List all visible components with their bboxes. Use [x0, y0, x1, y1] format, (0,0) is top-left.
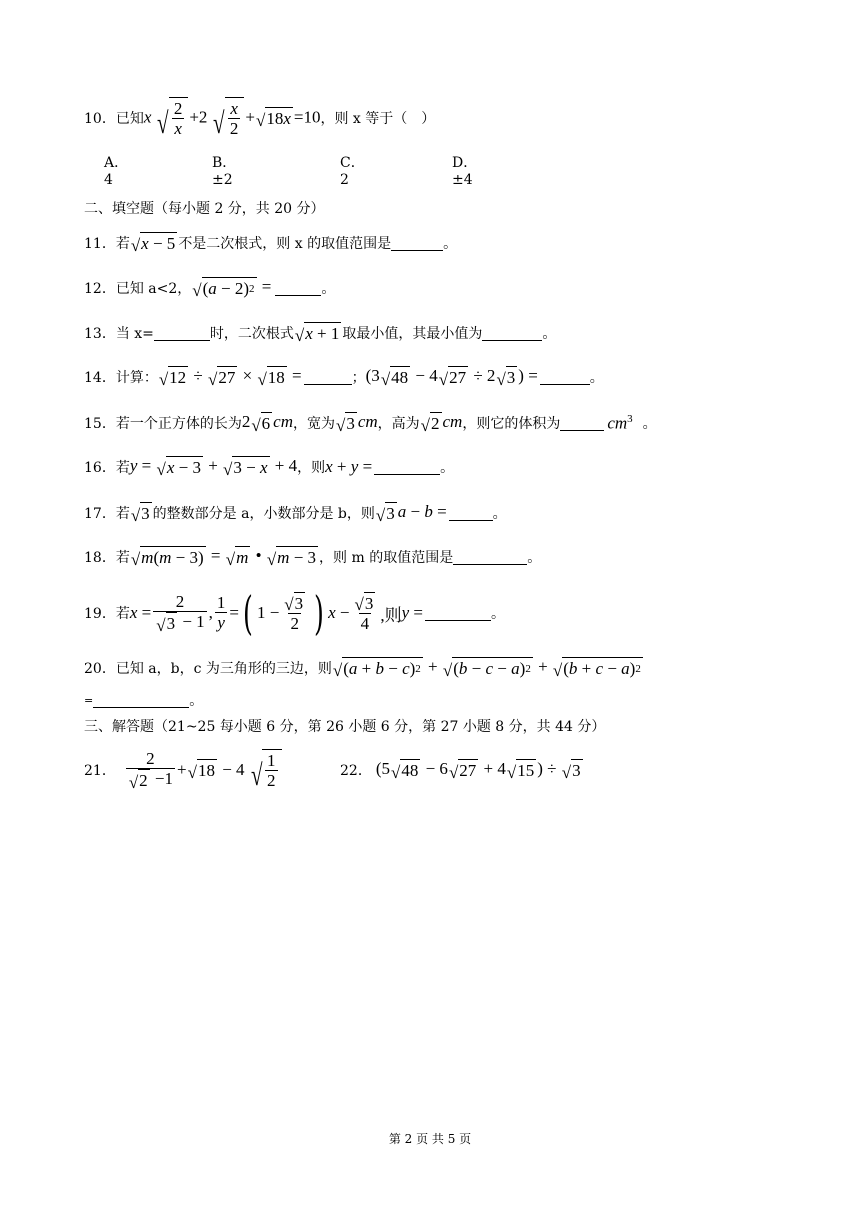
page-footer [0, 1130, 860, 1147]
q15-mid1: ，宽为 [293, 416, 335, 432]
q14-prefix: 14．计算： [84, 370, 158, 386]
q17-answer-blank[interactable] [449, 506, 493, 521]
question-11 [84, 230, 457, 256]
question-15 [84, 410, 657, 436]
section-3-title-text: 三、解答题（21~25 每小题 6 分，第 26 小题 6 分，第 27 小题 8 分，共 44 分） [84, 719, 606, 735]
q18-prefix: 18．若 [84, 550, 130, 566]
question-17 [84, 500, 507, 526]
q14-expr-1: √ 12 ÷ √ 27 × √ 18 = [158, 365, 302, 390]
q10-option-c: C．2 [340, 155, 365, 188]
q11-suffix: 不是二次根式，则 x 的取值范围是 [178, 236, 392, 252]
question-20 [84, 652, 644, 684]
q11-end: 。 [443, 236, 458, 252]
q16-answer-blank[interactable] [374, 460, 440, 475]
section-2-title-text: 二、填空题（每小题 2 分，共 20 分） [84, 201, 325, 217]
q10-suffix: ，则 x 等于（ ） [320, 111, 436, 127]
section-3-title [84, 716, 605, 736]
q10-option-d: D．±4 [452, 155, 478, 188]
q16-end: 。 [440, 460, 455, 476]
q20-line2-prefix: = [84, 693, 94, 707]
q12-end: 。 [321, 281, 336, 297]
q14-blank-1[interactable] [304, 370, 352, 385]
q20-prefix: 20．已知 a，b，c 为三角形的三边，则 [84, 661, 332, 677]
q20-expr: √ ( a + b − c ) 2 + √ ( b − c − a ) 2 + √ ( b + c − a ) 2 [332, 656, 641, 681]
q15-end: 。 [642, 416, 657, 432]
q14-sep: ； [351, 370, 366, 386]
q17-end: 。 [492, 506, 507, 522]
q20-end: 。 [189, 693, 204, 709]
q16-expr: y = √ x − 3 + √ 3 − x + 4 [129, 455, 298, 480]
q16-prefix: 16．若 [84, 460, 130, 476]
q20-answer-blank[interactable] [93, 693, 189, 708]
q14-blank-2[interactable] [540, 370, 590, 385]
q15-answer-blank[interactable] [560, 416, 604, 431]
page-number: 第 2 页 共 5 页 [388, 1132, 472, 1146]
q13-prefix: 13．当 x= [84, 326, 154, 342]
q11-prefix: 11．若 [84, 236, 130, 252]
q13-blank-2[interactable] [482, 326, 542, 341]
q19-end: 。 [490, 606, 505, 622]
q21-expr: 2 √ 2 −1 + √ 18 − 4 √ $\frac{1}{2}$ [124, 749, 283, 792]
q12-answer-blank[interactable] [275, 281, 321, 296]
section-2-title [84, 198, 325, 218]
q21-label: 21． [84, 763, 116, 779]
q19-expr: x = 2 √ 3 − 1 , $\frac{1}{y}$ = ( 1 − √ 3 2 ) x − √ 3 4 ,则 y = [129, 586, 423, 640]
q13-expr: √ x + 1 [294, 324, 340, 346]
q13-blank-1[interactable] [154, 326, 210, 341]
q11-expr: √ x − 5 [130, 234, 176, 256]
q15-width: √ 3 cm [336, 411, 378, 436]
q15-length: 2 √ 6 cm [241, 411, 293, 436]
q18-end: 。 [527, 550, 542, 566]
q10-option-a: A．4 [104, 155, 129, 188]
q22-label: 22． [340, 763, 372, 779]
q17-mid: 的整数部分是 a，小数部分是 b，则 [152, 506, 375, 522]
q11-answer-blank[interactable] [391, 236, 443, 251]
question-13 [84, 320, 556, 346]
q13-mid: 时，二次根式 [209, 326, 294, 342]
q16-mid: ，则 [297, 460, 326, 476]
q12-expr: √ ( a − 2) 2 = [192, 276, 272, 301]
q22-expr: (5 √ 48 − 6 √ 27 + 4 √ 15 ) ÷ √ 3 [375, 758, 581, 783]
q19-answer-blank[interactable] [425, 606, 491, 621]
question-20-line-2 [84, 690, 203, 710]
q18-mid: ，则 m 的取值范围是 [319, 550, 454, 566]
question-14 [84, 364, 604, 390]
q10-prefix: 10．已知 [84, 111, 144, 127]
q16-expr-2: x + y = [325, 457, 373, 476]
q13-mid2: 取最小值，其最小值为 [342, 326, 483, 342]
q13-end: 。 [542, 326, 557, 342]
question-21 [84, 746, 283, 794]
q15-unit: $cm^3$ [607, 412, 633, 433]
q18-expr: √ m ( m − 3) = √ m • √ m − 3 [130, 545, 317, 570]
q15-mid2: ，高为 [377, 416, 420, 432]
q19-prefix: 19．若 [84, 606, 130, 622]
q17-prefix: 17．若 [84, 506, 130, 522]
q15-height: √ 2 cm [420, 411, 463, 436]
q14-expr-2: (3 √ 48 − 4 √ 27 ÷ 2 √ 3 ) = [365, 365, 538, 390]
q17-root: √ 3 [130, 504, 150, 526]
q10-equation: x √ $\frac{2}{x}$ +2 √ $\frac{x}{2}$ + √ 18 x =10 [143, 98, 321, 141]
q15-mid3: ，则它的体积为 [462, 416, 561, 432]
question-19 [84, 586, 505, 640]
question-22 [340, 756, 584, 784]
question-12 [84, 274, 335, 302]
q10-option-b: B．±2 [212, 155, 237, 188]
q15-prefix: 15．若一个正方体的长为 [84, 416, 242, 432]
question-16 [84, 454, 454, 480]
q12-prefix: 12．已知 a<2， [84, 281, 192, 297]
q14-end: 。 [589, 370, 604, 386]
q17-expr: √ 3 a − b = [375, 501, 447, 526]
question-18 [84, 544, 541, 570]
q18-answer-blank[interactable] [453, 550, 527, 565]
question-10 [84, 96, 435, 140]
